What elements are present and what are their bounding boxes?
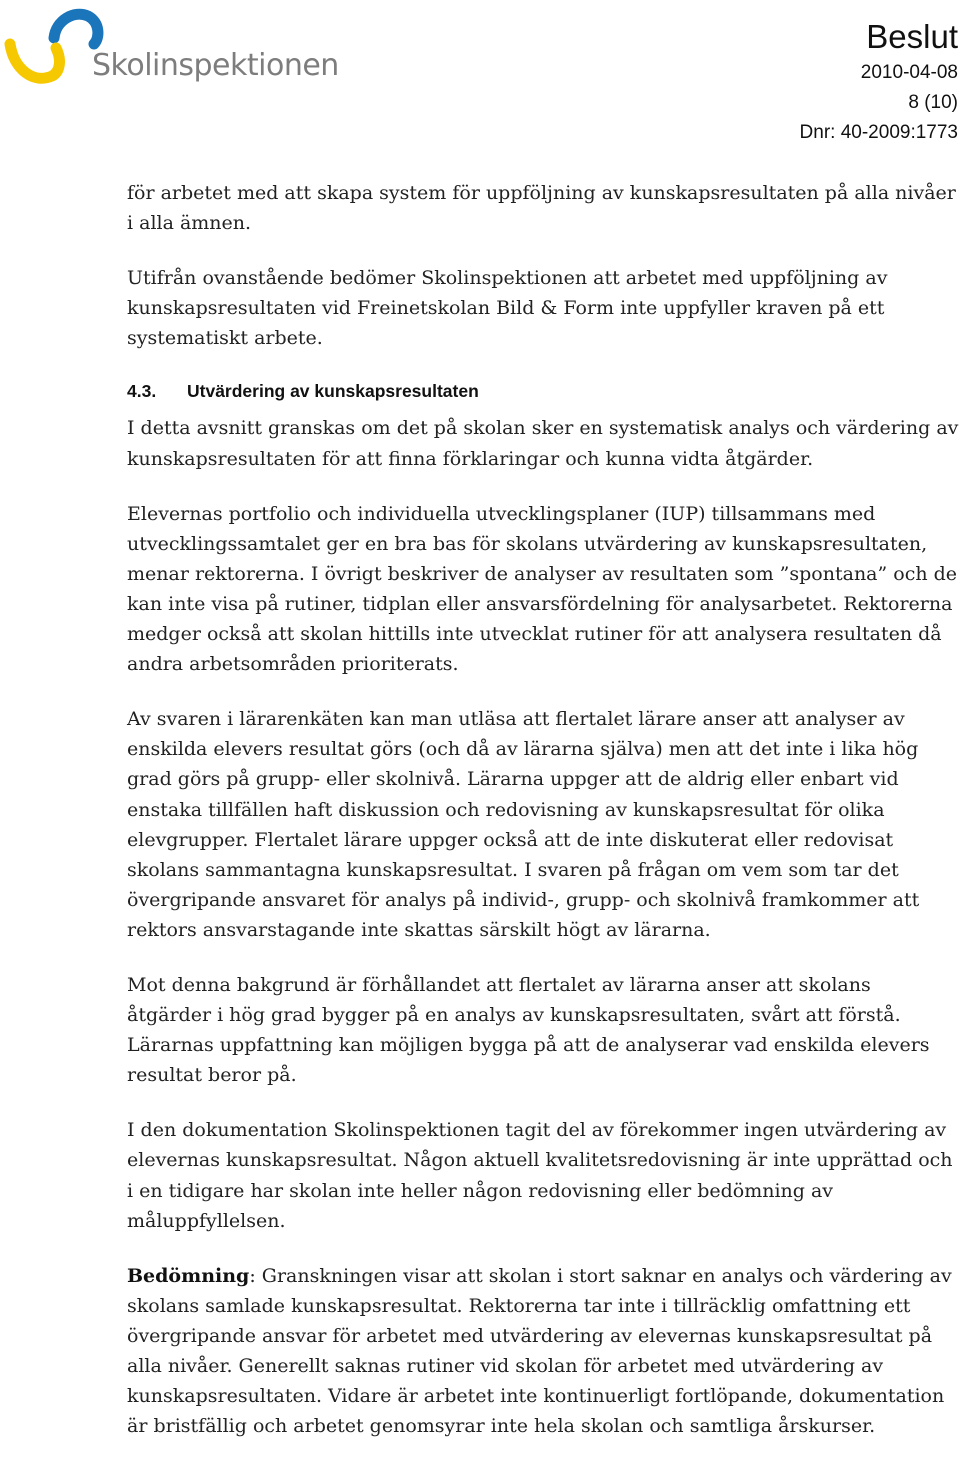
logo-mark-icon — [4, 4, 104, 92]
document-body — [127, 178, 960, 1466]
section-heading — [127, 378, 960, 404]
paragraph-5: Av svaren i lärarenkäten kan man utläsa att flertalet lärare anser att analyser av enskilda elevers resultat görs (och då av lärarna själva) men att det inte i lika hög grad görs på grupp- eller skolnivå. Lärarna uppger att de aldrig eller enbart vid enstaka tillfällen haft diskussion och redovisning av kunskapsresultat för olika elevgrupper. Flertalet lärare uppger också att de inte diskuterat eller redovisat skolans sammantagna kunskapsresultat. I svaren på frågan om vem som tar det övergripande ansvaret för analys på individ-, grupp- och skolnivå framkommer att rektors ansvarstagande inte skattas särskilt högt av lärarna. — [127, 708, 920, 941]
paragraph-6: Mot denna bakgrund är förhållandet att flertalet av lärarna anser att skolans åtgärder i hög grad bygger på en analys av kunskapsresultaten, svårt att förstå. Lärarnas uppfattning kan möjligen bygga på att de analyserar vad enskilda elevers resultat beror på. — [127, 973, 930, 1087]
section-title: Utvärdering av kunskapsresultaten — [187, 381, 479, 402]
section-number: 4.3. — [127, 381, 157, 402]
document-type: Beslut — [866, 18, 958, 55]
document-date: 2010-04-08 — [860, 62, 958, 83]
assessment-text: : Granskningen visar att skolan i stort saknar en analys och värdering av skolans samlade kunskapsresultat. Rektorerna tar inte i tillräcklig omfattning ett övergripande ansvar för arbetet med utvärdering av elevernas kunskapsresultat på alla nivåer. Generellt saknas rutiner vid skolan för arbetet med utvärdering av kunskapsresultaten. Vidare är arbetet inte kontinuerligt fortlöpande, dokumentation är bristfällig och arbetet genomsyrar inte hela skolan och samtliga årskurser. — [127, 1264, 952, 1438]
assessment-paragraph — [127, 1261, 960, 1442]
document-reference: Dnr: 40-2009:1773 — [799, 122, 958, 143]
skolinspektionen-logo — [4, 4, 344, 92]
paragraph-1: för arbetet med att skapa system för uppföljning av kunskapsresultaten på alla nivåer i alla ämnen. — [127, 182, 956, 235]
assessment-label: Bedömning — [127, 1264, 250, 1287]
page-number: 8 (10) — [908, 92, 958, 113]
paragraph-7: I den dokumentation Skolinspektionen tagit del av förekommer ingen utvärdering av elevernas kunskapsresultat. Någon aktuell kvalitetsredovisning är inte upprättad och i en tidigare har skolan inte heller någon redovisning eller bedömning av måluppfyllelsen. — [127, 1119, 953, 1232]
logo-text: Skolinspektionen — [92, 48, 339, 83]
paragraph-3: I detta avsnitt granskas om det på skolan sker en systematisk analys och värdering av kunskapsresultaten för att finna förklaringar och kunna vidta åtgärder. — [127, 417, 959, 470]
paragraph-2: Utifrån ovanstående bedömer Skolinspektionen att arbetet med uppföljning av kunskapsresultaten vid Freinetskolan Bild & Form inte uppfyller kraven på ett systematiskt arbete. — [127, 267, 888, 350]
paragraph-4: Elevernas portfolio och individuella utvecklingsplaner (IUP) tillsammans med utvecklingssamtalet ger en bra bas för skolans utvärdering av kunskapsresultaten, menar rektorerna. I övrigt beskriver de analyser av resultaten som ”spontana” och de kan inte visa på rutiner, tidplan eller ansvarsfördelning för analysarbetet. Rektorerna medger också att skolan hittills inte utvecklat rutiner för att analysera resultaten då andra arbetsområden prioriterats. — [127, 502, 958, 676]
